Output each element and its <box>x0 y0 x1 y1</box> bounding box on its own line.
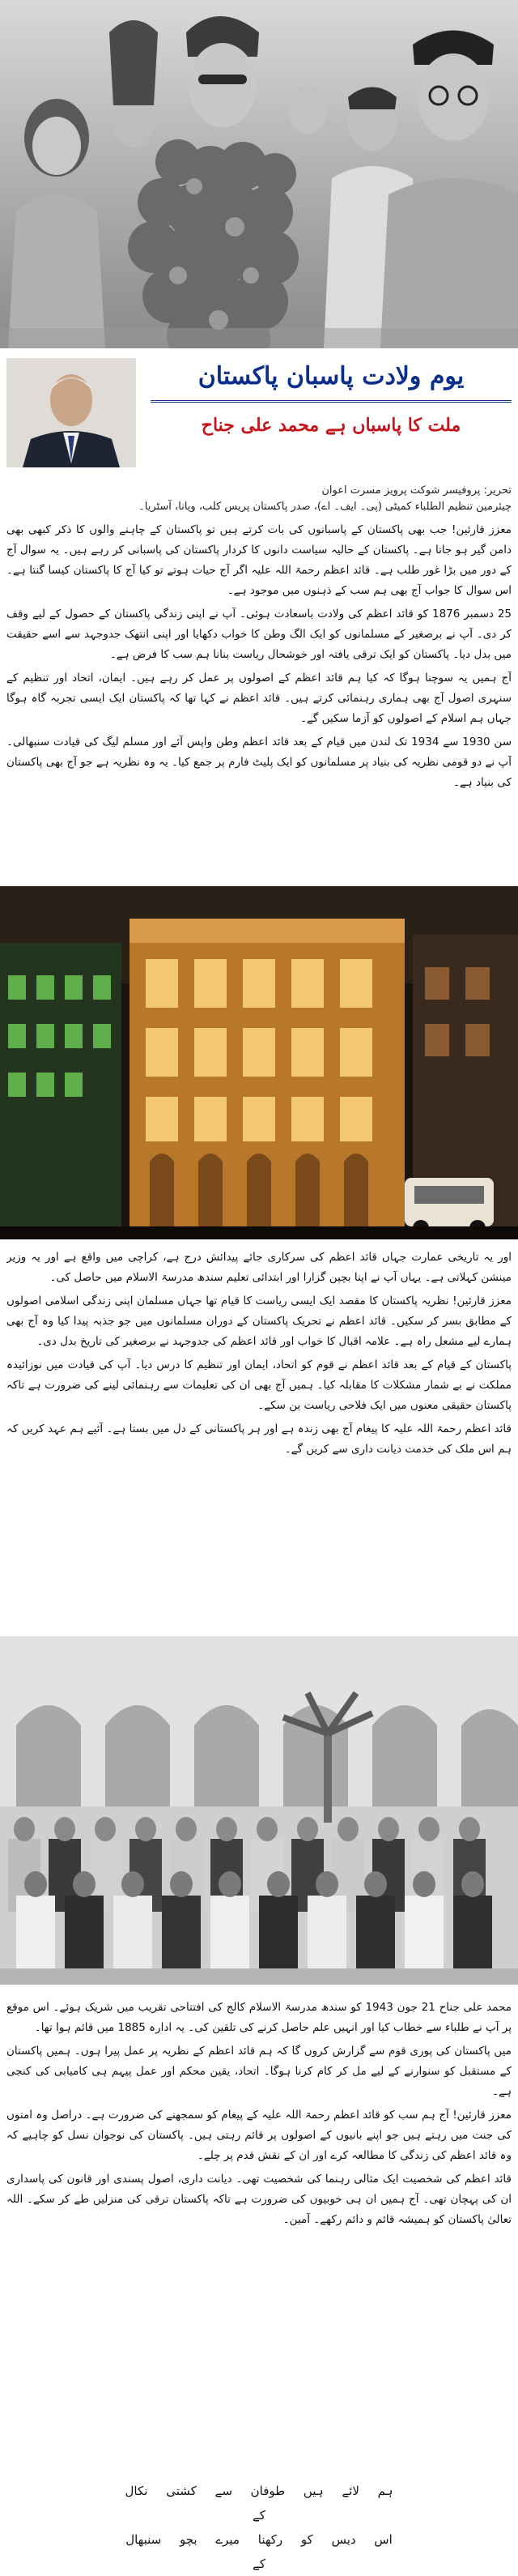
group-photo <box>0 1636 518 1985</box>
byline-author: تحریر: پروفیسر شوکت پرویز مسرت اعوان <box>321 484 512 497</box>
paragraph: معزز قارئین! نظریہ پاکستان کا مقصد ایک ایسی ریاست کا قیام تھا جہاں مسلمان اپنی زندگی اسلامی اصولوں کے مطابق بسر کر سکیں۔ قائد اعظم نے تحریک پاکستان کے دوران مسلمانوں میں جو جذبہ پیدا کیا وہ آج بھی ہمارے لیے مشعل راہ ہے۔ علامہ اقبال کا خواب اور قائد اعظم کی جدوجہد نے برصغیر کی تاریخ بدل دی۔ <box>6 1294 512 1348</box>
paragraph: اور یہ تاریخی عمارت جہاں قائد اعظم کی سرکاری جائے پیدائش درج ہے، کراچی میں واقع ہے اور یہ وزیر مینشن کہلاتی ہے۔ یہاں آپ نے اپنا بچپن گزارا اور ابتدائی تعلیم سندھ مدرسۃ الاسلام میں حاصل کی۔ <box>6 1251 512 1284</box>
title-box <box>151 356 512 462</box>
paragraph: قائد اعظم رحمۃ اللہ علیہ کا پیغام آج بھی زندہ ہے اور ہر پاکستانی کے دل میں بستا ہے۔ آئیے ہم عہد کریں کہ ہم اس ملک کی خدمت دیانت داری سے کریں گے۔ <box>6 1422 512 1456</box>
paragraph: پاکستان کے قیام کے بعد قائد اعظم نے قوم کو اتحاد، ایمان اور تنظیم کا درس دیا۔ آپ کی قیادت میں نوزائیدہ مملکت نے بے شمار مشکلات کا مقابلہ کیا۔ ہمیں آج بھی ان کی تعلیمات سے رہنمائی لینے کی ضرورت ہے تاکہ پاکستان حقیقی معنوں میں ایک فلاحی ریاست بن سکے۔ <box>6 1358 512 1412</box>
paragraph: آج ہمیں یہ سوچنا ہوگا کہ کیا ہم قائد اعظم کے اصولوں پر عمل کر رہے ہیں۔ ایمان، اتحاد اور تنظیم کے سنہری اصول آج بھی ہماری رہنمائی کرتے ہیں۔ قائد اعظم نے کہا تھا کہ پاکستان ایک ایسی تجربہ گاہ ہوگا جہاں ہم اسلام کے اصولوں کو آزما سکیں گے۔ <box>6 672 512 725</box>
byline <box>6 483 512 515</box>
paragraph: میں پاکستان کی پوری قوم سے گزارش کروں گا کہ ہم قائد اعظم کے نظریہ پر عمل پیرا ہوں۔ ہمیں پاکستان کے مستقبل کو سنوارنے کے لیے مل کر کام کرنا ہوگا۔ اتحاد، یقین محکم اور عمل پیہم ہی کامیابی کی کنجی ہے۔ <box>6 2045 512 2098</box>
closing-verse <box>121 2479 397 2576</box>
paragraph: محمد علی جناح 21 جون 1943 کو سندھ مدرسۃ الاسلام کالج کی افتتاحی تقریب میں شریک ہوئے۔ اس موقع پر آپ نے طلباء سے خطاب کیا اور انہیں علم حاصل کرنے کی تلقین کی۔ یہ ادارہ 1885 میں قائم ہوا تھا۔ <box>6 2001 512 2034</box>
top-photo <box>0 0 518 348</box>
verse-line-2: اس دیس کو رکھنا میرے بچو سنبھال کے <box>125 2532 393 2571</box>
building-photo <box>0 886 518 1239</box>
paragraph: معزز قارئین! جب بھی پاکستان کے پاسبانوں کی بات کرتے ہیں تو پاکستان کے چاہنے والوں کا ذکر کبھی بھی دامن گیر ہو جاتا ہے۔ پاکستان کے حالیہ سیاست دانوں کا کردار پاکستان کی پاسبانی کر رہے ہیں۔ یہ سوال آج کے دور میں بڑا غور طلب ہے۔ قائد اعظم رحمۃ اللہ علیہ اگر آج حیات ہوتے تو کیا آج کا پاکستان کیسا گنتا ہے۔ اس سوال کا جواب آج بھی ہم سب کے ذہنوں میں موجود ہے۔ <box>6 523 512 597</box>
article-subtitle: ملت کا پاسباں ہے محمد علی جناح <box>201 415 461 436</box>
byline-title: چیئرمین تنظیم الطلباء کمیٹی (پی۔ ایف۔ اے)، صدر پاکستان پریس کلب، ویانا، آسٹریا۔ <box>138 501 512 513</box>
paragraph: 25 دسمبر 1876 کو قائد اعظم کی ولادت باسعادت ہوئی۔ آپ نے اپنی زندگی پاکستان کے حصول کے لیے وقف کر دی۔ آپ نے برصغیر کے مسلمانوں کو ایک الگ وطن کا خواب دکھایا اور اپنی انتھک جدوجہد سے اسے حقیقت میں بدل دیا۔ پاکستان کو ایک ترقی یافتہ اور خوشحال ریاست بنانا ہم سب کا فرض ہے۔ <box>6 608 512 661</box>
paragraph: قائد اعظم کی شخصیت ایک مثالی رہنما کی شخصیت تھی۔ دیانت داری، اصول پسندی اور قانون کی پاسداری ان کی پہچان تھی۔ آج ہمیں ان ہی خوبیوں کی ضرورت ہے تاکہ پاکستان ترقی کی منزلیں طے کر سکے۔ اللہ تعالیٰ پاکستان کو ہمیشہ قائم و دائم رکھے۔ آمین۔ <box>6 2173 512 2226</box>
historical-photo-garland <box>0 0 518 348</box>
author-portrait <box>6 358 136 467</box>
wazir-mansion-photo <box>0 886 518 1239</box>
historical-group-photo <box>0 1636 518 1985</box>
paragraph: معزز قارئین! آج ہم سب کو قائد اعظم رحمۃ اللہ علیہ کے پیغام کو سمجھنے کی ضرورت ہے۔ دراصل وہ امتوں کی جنت میں رہتے ہیں جو اپنے بانیوں کے اصولوں پر قائم رہتی ہیں۔ پاکستان کی نوجوان نسل کو چاہیے کہ وہ قائد اعظم کی زندگی کا مطالعہ کرے اور ان کے نقش قدم پر چلے۔ <box>6 2109 512 2162</box>
verse-line-1: ہم لائے ہیں طوفان سے کشتی نکال کے <box>125 2484 393 2523</box>
article-section-2 <box>6 1247 512 1620</box>
article-header <box>0 350 518 480</box>
paragraph: سن 1930 سے 1934 تک لندن میں قیام کے بعد قائد اعظم وطن واپس آئے اور مسلم لیگ کی قیادت سنبھالی۔ آپ نے دو قومی نظریہ کی بنیاد پر مسلمانوں کو ایک پلیٹ فارم پر جمع کیا۔ یہ وہ نظریہ ہے جو آج بھی پاکستان کی بنیاد ہے۔ <box>6 736 512 789</box>
article-title: یوم ولادت پاسبان پاکستان <box>151 356 512 403</box>
article-section-1 <box>6 520 512 876</box>
article-section-3 <box>6 1998 512 2451</box>
author-photo <box>6 358 136 467</box>
